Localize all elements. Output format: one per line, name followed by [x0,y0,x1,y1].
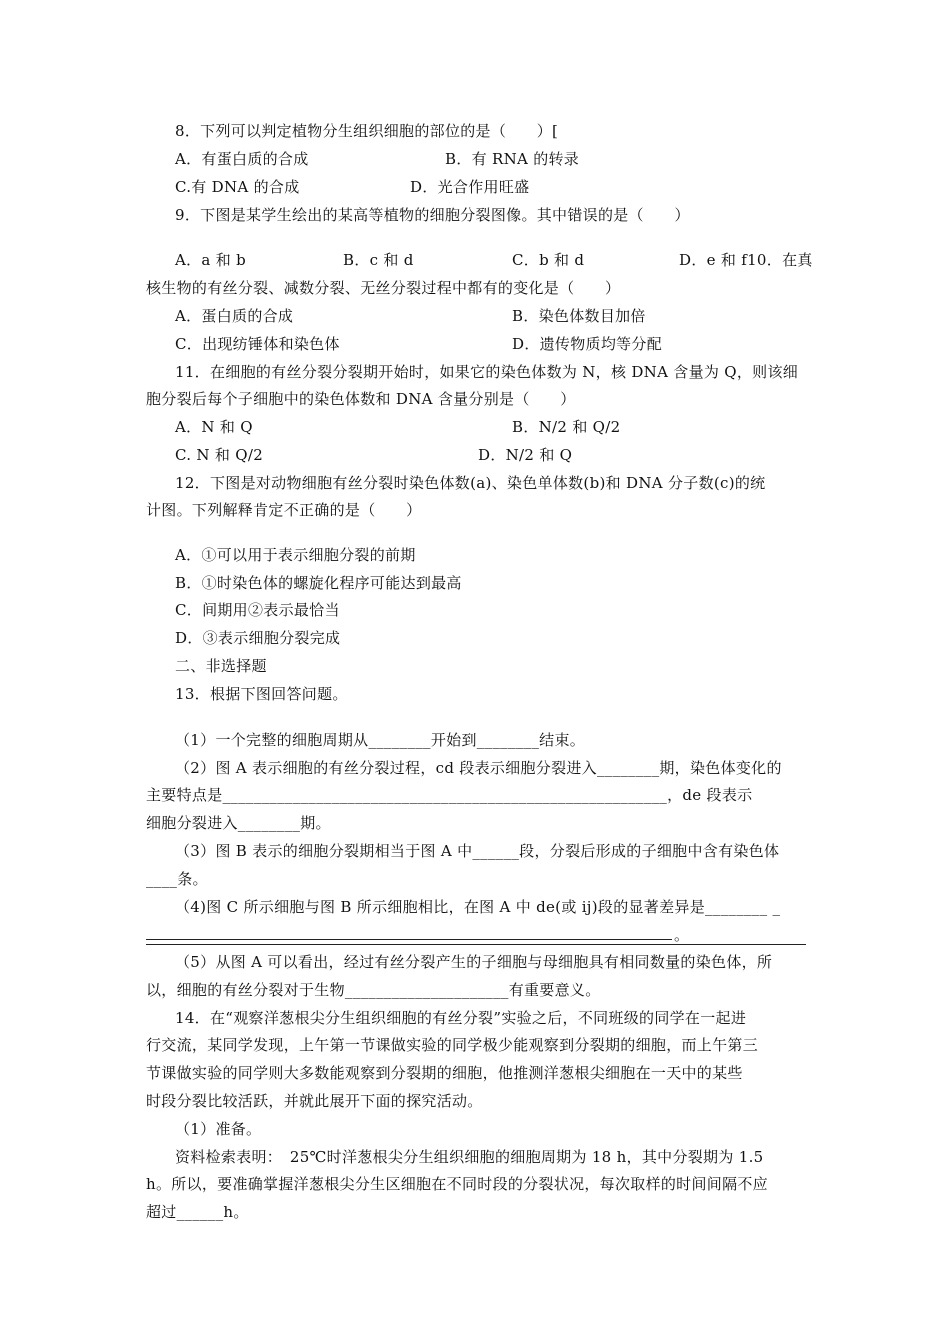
q13-stem: 13．根据下图回答问题。 [175,685,348,703]
q9-option-b: B．c 和 d [343,251,414,269]
q14-line-7: h。所以，要准确掌握洋葱根尖分生区细胞在不同时段的分裂状况，每次取样的时间间隔不应 [146,1175,768,1193]
q9-option-c: C．b 和 d [512,251,585,269]
q10-option-a: A．蛋白质的合成 [175,307,294,325]
q10-stem: 核生物的有丝分裂、减数分裂、无丝分裂过程中都有的变化是（ ） [146,279,621,297]
q13-part-3-line-2: ____条。 [146,870,208,888]
q14-line-3: 节课做实验的同学则大多数能观察到分裂期的细胞，他推测洋葱根尖细胞在一天中的某些 [146,1064,743,1082]
q13-part-2-line-1: （2）图 A 表示细胞的有丝分裂过程，cd 段表示细胞分裂进入________期，染色体变化的 [175,759,782,777]
q14-line-1: 14．在“观察洋葱根尖分生组织细胞的有丝分裂”实验之后，不同班级的同学在一起进 [175,1009,747,1027]
q12-option-a: A．①可以用于表示细胞分裂的前期 [175,546,416,564]
q9-option-a: A．a 和 b [175,251,247,269]
q13-part-3-line-1: （3）图 B 表示的细胞分裂期相当于图 A 中______段，分裂后形成的子细胞中含有染色体 [175,842,780,860]
answer-blank-line [146,939,672,940]
q11-option-c: C. N 和 Q/2 [175,446,264,464]
q11-stem-line-1: 11．在细胞的有丝分裂分裂期开始时，如果它的染色体数为 N，核 DNA 含量为 Q，则该细 [175,363,799,381]
q10-option-c: C．出现纺锤体和染色体 [175,335,340,353]
q8-stem: 8．下列可以判定植物分生组织细胞的部位的是（ ）[ [175,122,559,140]
q13-part-4-line-2: 。 [674,926,690,944]
q11-option-b: B．N/2 和 Q/2 [512,418,621,436]
q13-part-4-line-1: （4)图 C 所示细胞与图 B 所示细胞相比，在图 A 中 de(或 ij)段的显著差异是________ _ [175,898,781,916]
q13-part-2-line-3: 细胞分裂进入________期。 [146,814,331,832]
q8-option-d: D．光合作用旺盛 [410,178,530,196]
q8-option-a: A．有蛋白质的合成 [175,150,309,168]
q12-stem-line-1: 12．下图是对动物细胞有丝分裂时染色体数(a)、染色单体数(b)和 DNA 分子数(c)的统 [175,474,766,492]
section-heading: 二、非选择题 [175,657,267,675]
q13-part-5-line-1: （5）从图 A 可以看出，经过有丝分裂产生的子细胞与母细胞具有相同数量的染色体，所 [175,953,773,971]
q11-stem-line-2: 胞分裂后每个子细胞中的染色体数和 DNA 含量分别是（ ） [146,390,576,408]
q13-part-1: （1）一个完整的细胞周期从________开始到________结束。 [175,731,586,749]
q11-option-d: D．N/2 和 Q [478,446,573,464]
q12-option-b: B．①时染色体的螺旋化程序可能达到最高 [175,574,462,592]
q13-part-5-line-2: 以，细胞的有丝分裂对于生物_____________________有重要意义。 [146,981,601,999]
q14-line-8: 超过______h。 [146,1203,249,1221]
q11-option-a: A．N 和 Q [175,418,253,436]
q12-option-c: C．间期用②表示最恰当 [175,601,340,619]
q10-option-b: B．染色体数目加倍 [512,307,646,325]
q9-option-d: D．e 和 f10．在真 [679,251,813,269]
q14-line-5: （1）准备。 [175,1120,262,1138]
q9-stem: 9．下图是某学生绘出的某高等植物的细胞分裂图像。其中错误的是（ ） [175,206,690,224]
q12-stem-line-2: 计图。下列解释肯定不正确的是（ ） [146,501,422,519]
q8-option-c: C.有 DNA 的合成 [175,178,300,196]
q14-line-6: 资料检索表明： 25℃时洋葱根尖分生组织细胞的细胞周期为 18 h，其中分裂期为 1.5 [175,1148,764,1166]
q12-option-d: D．③表示细胞分裂完成 [175,629,341,647]
divider [146,944,806,945]
q13-part-2-line-2: 主要特点是_________________________________________________________，de 段表示 [146,786,753,804]
q8-option-b: B．有 RNA 的转录 [445,150,580,168]
q14-line-2: 行交流，某同学发现，上午第一节课做实验的同学极少能观察到分裂期的细胞，而上午第三 [146,1036,759,1054]
q10-option-d: D．遗传物质均等分配 [512,335,663,353]
q14-line-4: 时段分裂比较活跃，并就此展开下面的探究活动。 [146,1092,483,1110]
